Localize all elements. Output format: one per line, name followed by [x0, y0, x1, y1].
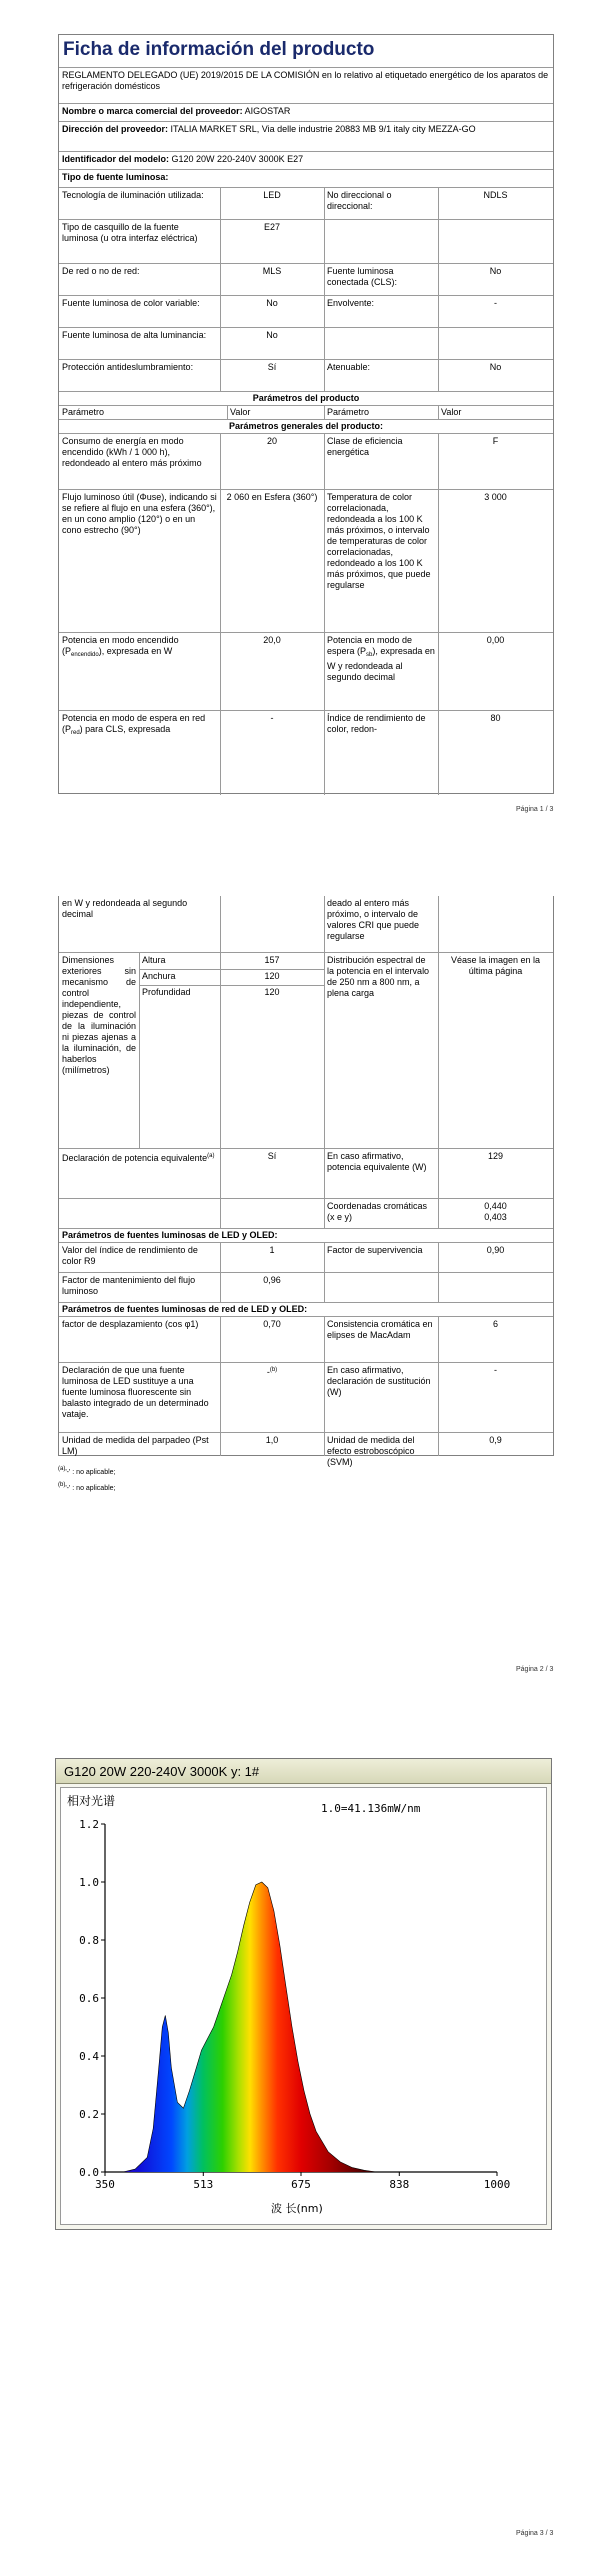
replace-watt-value: - [494, 1365, 497, 1375]
y-tick-label: 0.0 [79, 2166, 99, 2179]
flux-value: 2 060 en Esfera (360°) [226, 492, 318, 502]
chroma-y: 0,403 [484, 1212, 507, 1222]
supplier-name-label: Nombre o marca comercial del proveedor: [62, 106, 243, 116]
chart-xlabel: 波 长(nm) [271, 2202, 323, 2215]
x-tick-label: 675 [291, 2178, 311, 2191]
efficiency-class-label: Clase de eficiencia energética [327, 436, 403, 457]
envelope-label: Envolvente: [327, 298, 375, 308]
equiv-label-text: Declaración de potencia equivalente [62, 1153, 208, 1163]
net-standby-label-a: Potencia en modo de espera en red (P [62, 713, 206, 734]
page-2 [0, 830, 603, 1730]
chart-title: G120 20W 220-240V 3000K y: 1# [64, 1764, 260, 1779]
mains-led-params-heading: Parámetros de fuentes luminosas de red de LED y OLED: [62, 1304, 308, 1314]
param-header-row [59, 405, 553, 419]
chroma-value [438, 1199, 553, 1228]
net-standby-sub: red [71, 730, 80, 736]
spd-value: Véase la imagen en la última página [450, 955, 541, 976]
note-a-text: '-' : no aplicable; [65, 1469, 116, 1476]
high-luminance-value: No [266, 330, 278, 340]
supplier-name-value: AIGOSTAR [244, 106, 291, 116]
chroma-x: 0,440 [484, 1201, 507, 1211]
page-1 [0, 0, 603, 830]
efficiency-class-value: F [492, 436, 499, 446]
net-standby-row [59, 710, 553, 795]
cap-value: E27 [263, 222, 280, 232]
y-tick-label: 1.0 [79, 1876, 99, 1889]
width-label: Anchura [142, 971, 176, 981]
y-tick-label: 0.2 [79, 2108, 99, 2121]
high-luminance-label: Fuente luminosa de alta luminancia: [62, 330, 207, 340]
supplier-address [59, 122, 553, 151]
x-tick-label: 838 [389, 2178, 410, 2191]
on-power-label [59, 633, 220, 710]
cont-left: en W y redondeada al segundo decimal [62, 898, 188, 919]
address-value: ITALIA MARKET SRL, Via delle industrie 20883 MB 9/1 italy city MEZZA-GO [170, 124, 476, 134]
note-b-mark: (b) [58, 1482, 66, 1488]
lumen-maint-label: Factor de mantenimiento del flujo luminoso [62, 1275, 196, 1296]
colour-tunable-row [59, 295, 553, 327]
dimmable-label: Atenuable: [327, 362, 371, 372]
spd-label: Distribución espectral de la potencia en el intervalo de 250 nm a 800 nm, a plena carga [327, 955, 430, 998]
on-power-label-b: ), expresada en W [98, 646, 173, 656]
depth-label: Profundidad [142, 987, 191, 997]
directional-label: No direccional o direccional: [327, 190, 392, 211]
chroma-row [59, 1198, 553, 1228]
cct-value: 3 000 [484, 492, 507, 502]
x-tick-label: 350 [95, 2178, 115, 2191]
net-standby-value: - [270, 713, 274, 723]
macadam-value: 6 [492, 1319, 498, 1329]
note-a-mark: (a) [58, 1466, 66, 1472]
on-power-row [59, 632, 553, 710]
envelope-value: - [494, 298, 497, 308]
cont-right: deado al entero más próximo, o intervalo de valores CRI que puede regularse [327, 898, 420, 941]
on-power-sub: encendido [71, 652, 99, 658]
replace-sup: (b) [269, 1367, 278, 1373]
cap-row [59, 219, 553, 263]
depth-value: 120 [264, 987, 280, 997]
height-label: Altura [142, 955, 166, 965]
equiv-power-label: En caso afirmativo, potencia equivalente (W) [327, 1151, 427, 1172]
on-power-value: 20,0 [263, 635, 281, 645]
cct-label: Temperatura de color correlacionada, redondeada a los 100 K más próximos, o intervalo de temperaturas de color correlacionadas, redondeado a los 100 K más próximos, que puede regularse [327, 492, 431, 590]
product-info-table-p1 [58, 34, 554, 794]
replace-row [59, 1362, 553, 1432]
mains-row [59, 263, 553, 295]
value-header: Valor [230, 407, 251, 417]
footnote-a [58, 1466, 116, 1476]
address-label: Dirección del proveedor: [62, 124, 169, 134]
param-header-2: Parámetro [327, 407, 370, 417]
directional-value: NDLS [483, 190, 508, 200]
pf-value: 0,70 [263, 1319, 281, 1329]
equiv-power-value: 129 [487, 1151, 504, 1161]
cont-row [59, 896, 553, 952]
led-params-heading: Parámetros de fuentes luminosas de LED y OLED: [62, 1230, 278, 1240]
anti-glare-value: Sí [267, 362, 277, 372]
pf-label: factor de desplazamiento (cos φ1) [62, 1319, 199, 1329]
spectrum-chart [61, 1788, 546, 2224]
cri-label: Índice de rendimiento de color, redon- [327, 713, 426, 734]
replace-watt-label: En caso afirmativo, declaración de sustitución (W) [327, 1365, 431, 1397]
tech-label: Tecnología de iluminación utilizada: [62, 190, 204, 200]
on-power-label-a: Potencia en modo encendido (P [62, 635, 179, 656]
y-tick-label: 0.6 [79, 1992, 99, 2005]
macadam-label: Consistencia cromática en elipses de MacAdam [327, 1319, 433, 1340]
net-standby-label [59, 711, 220, 795]
equiv-sup: (a) [207, 1153, 215, 1159]
anti-glare-label: Protección antideslumbramiento: [62, 362, 194, 372]
note-b-text: '-' : no aplicable; [65, 1485, 116, 1492]
dims-label: Dimensiones exteriores sin mecanismo de control independiente, piezas de control de la iluminación ni piezas ajenas a la iluminación, de haberlos (milímetros) [62, 955, 136, 1075]
model-value: G120 20W 220-240V 3000K E27 [171, 154, 304, 164]
chart-title-bar [56, 1759, 551, 1784]
standby-label-a: Potencia en modo de espera (P [327, 635, 413, 656]
general-params-heading: Parámetros generales del producto: [228, 421, 384, 431]
page-number-2: Página 2 / 3 [516, 1666, 554, 1673]
replace-label: Declaración de que una fuente luminosa de LED sustituye a una fuente luminosa fluorescente sin balasto integrado de un determinado vataje. [62, 1365, 209, 1419]
page-number-3: Página 3 / 3 [516, 2530, 554, 2537]
cri-value: 80 [490, 713, 501, 723]
replace-value-text: - [266, 1367, 270, 1377]
consumption-row [59, 433, 553, 489]
connected-label: Fuente luminosa conectada (CLS): [327, 266, 398, 287]
cap-label: Tipo de casquillo de la fuente luminosa (u otra interfaz eléctrica) [62, 222, 198, 243]
product-info-table-p2 [58, 896, 554, 1467]
r9-row [59, 1242, 553, 1272]
model-identifier [59, 152, 553, 169]
standby-sub: sb [366, 652, 373, 658]
chart-ylabel: 相对光谱 [67, 1794, 116, 1808]
flux-label: Flujo luminoso útil (Φuse), indicando si se refiere al flujo en una esfera (360°), en un cono amplio (120°) o en un cono estrecho (90°) [62, 492, 217, 535]
consumption-value: 20 [266, 436, 277, 446]
survival-value: 0,90 [486, 1245, 505, 1255]
survival-label: Factor de supervivencia [327, 1245, 423, 1255]
chart-scale-note: 1.0=41.136mW/nm [321, 1802, 421, 1815]
source-type-heading: Tipo de fuente luminosa: [62, 172, 169, 182]
param-header: Parámetro [62, 407, 105, 417]
flux-row [59, 489, 553, 632]
svm-label: Unidad de medida del efecto estroboscópico (SVM) [327, 1435, 415, 1467]
height-value: 157 [264, 955, 280, 965]
pf-row [59, 1316, 553, 1362]
tech-value: LED [263, 190, 281, 200]
tech-row [59, 187, 553, 219]
chroma-label: Coordenadas cromáticas (x e y) [327, 1201, 428, 1222]
page-title: Ficha de información del producto [63, 39, 375, 60]
mains-label: De red o no de red: [62, 266, 140, 276]
connected-value: No [489, 266, 502, 276]
standby-label [324, 633, 438, 710]
model-label: Identificador del modelo: [62, 154, 170, 164]
net-standby-label-b: ) para CLS, expresada [79, 724, 171, 734]
anti-glare-row [59, 359, 553, 391]
flicker-label: Unidad de medida del parpadeo (Pst LM) [62, 1435, 209, 1456]
page-3 [0, 1730, 603, 2560]
y-tick-label: 0.4 [79, 2050, 99, 2063]
lumen-maint-value: 0,96 [263, 1275, 281, 1285]
consumption-label: Consumo de energía en modo encendido (kWh / 1 000 h), redondeado al entero más próximo [62, 436, 202, 468]
colour-tunable-value: No [266, 298, 278, 308]
standby-label-b: ), expresada en W y redondeada al segundo decimal [327, 646, 435, 682]
flicker-row [59, 1432, 553, 1467]
r9-value: 1 [269, 1245, 275, 1255]
x-tick-label: 1000 [483, 2178, 511, 2191]
y-tick-label: 0.8 [79, 1934, 99, 1947]
equiv-row [59, 1148, 553, 1198]
value-header-2: Valor [441, 407, 462, 417]
page-number-1: Página 1 / 3 [516, 806, 554, 813]
r9-label: Valor del índice de rendimiento de color R9 [62, 1245, 198, 1266]
spectrum-figure [55, 1758, 552, 2230]
spectrum-area [123, 1882, 376, 2172]
lumen-maint-row [59, 1272, 553, 1302]
standby-value: 0,00 [486, 635, 505, 645]
regulation-text: REGLAMENTO DELEGADO (UE) 2019/2015 DE LA COMISIÓN en lo relativo al etiquetado energético de los aparatos de refrigeración domésticos [62, 70, 549, 91]
supplier-name [59, 104, 553, 121]
equiv-value: Sí [267, 1151, 277, 1161]
dimmable-value: No [489, 362, 502, 372]
y-tick-label: 1.2 [79, 1818, 99, 1831]
mains-value: MLS [262, 266, 282, 276]
flicker-value: 1,0 [265, 1435, 279, 1445]
width-value: 120 [264, 971, 280, 981]
chart-panel [60, 1787, 547, 2225]
x-tick-label: 513 [193, 2178, 214, 2191]
footnote-b [58, 1482, 116, 1492]
colour-tunable-label: Fuente luminosa de color variable: [62, 298, 200, 308]
replace-value [220, 1363, 324, 1432]
product-params-heading: Parámetros del producto [252, 393, 360, 403]
svm-value: 0,9 [489, 1435, 502, 1445]
high-luminance-row [59, 327, 553, 359]
equiv-label [59, 1149, 220, 1198]
dimensions-row [59, 952, 553, 1148]
